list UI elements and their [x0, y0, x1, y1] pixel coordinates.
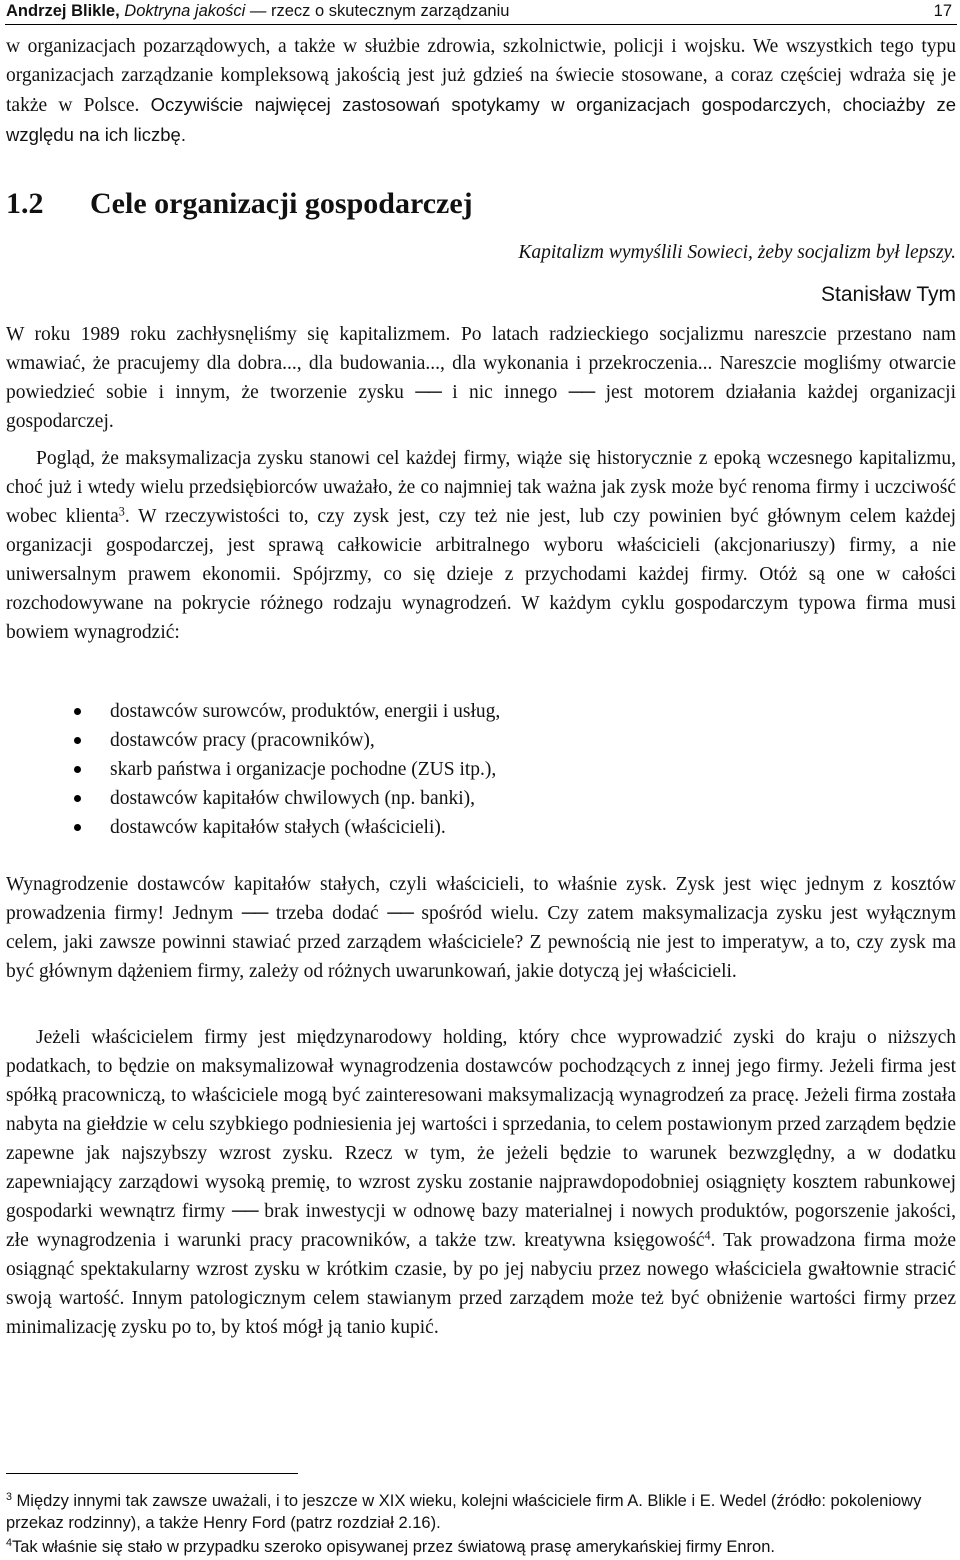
footnote-number: 3	[6, 1491, 12, 1504]
para-wynagr-text-1: Wynagrodzenie dostawców kapitałów stałych, czyli właścicieli, to właśnie zysk. Zysk jest więc jednym z kosztów prowadzenia firmy! Jednym	[6, 874, 956, 924]
paragraph-poglad	[6, 444, 956, 647]
running-head-subtitle: — rzecz o skutecznym zarządzaniu	[245, 2, 510, 20]
list-item	[74, 784, 954, 813]
section-number: 1.2	[6, 187, 44, 220]
bullet-icon	[74, 737, 81, 744]
bullet-icon	[74, 795, 81, 802]
intro-part-2: Oczywiście najwięcej zastosowań spotykamy w organizacjach gospodarczych, chociażby ze względu na ich liczbę.	[6, 94, 957, 145]
section-heading	[6, 184, 956, 224]
para-jezeli-text-1: Jeżeli właścicielem firmy jest międzynarodowy holding, który chce wyprowadzić zyski do kraju o niższych podatkach, to będzie on maksymalizował wynagrodzenia dostawców pochodzących z innej jego firmy. Jeżeli firma jest spółką pracowniczą, to właściciele mogą być zainteresowani maksymalizacją wynagrodzeń za pracę. Jeżeli firma została nabyta na giełdzie w celu szybkiego podniesienia jej wartości i sprzedania, to celem postawionym przed zarządem będzie zapewne jak najszybszy wzrost zysku. Rzecz w tym, że jeżeli będzie to warunek bezwzględny, a w dodatku zapewniający zarządowi wysoką premię, to wzrost zysku zostanie najprawdopodobniej osiągnięty kosztem rabunkowej gospodarki wewnątrz firmy	[6, 1027, 956, 1222]
para-1989-text-1: W roku 1989 roku zachłysnęliśmy się kapitalizmem. Po latach radzieckiego socjalizmu nareszcie przestano nam wmawiać, że pracujemy dla dobra..., dla budowania..., dla wykonania i przekroczenia... Nareszcie mogliśmy otwarcie powiedzieć sobie i innym, że tworzenie zysku	[6, 324, 956, 403]
para-1989-text-2: i nic innego	[452, 382, 558, 403]
list-item	[74, 726, 954, 755]
header-divider	[5, 24, 957, 25]
paragraph-1989	[6, 320, 956, 436]
paragraph-jezeli	[6, 1023, 956, 1342]
para-wynagr-text-2: trzeba dodać	[275, 903, 379, 924]
page-number: 17	[933, 2, 952, 20]
epigraph-quote: Kapitalizm wymyślili Sowieci, żeby socjalizm był lepszy.	[518, 242, 956, 263]
footnote-divider	[6, 1473, 298, 1474]
footnote-text: Tak właśnie się stało w przypadku szeroko opisywanej przez światową prasę amerykańskiej firmy Enron.	[11, 1538, 775, 1556]
bullet-icon	[74, 824, 81, 831]
footnote-number: 4	[6, 1537, 12, 1550]
list-item-text: skarb państwa i organizacje pochodne (ZUS itp.),	[110, 759, 497, 780]
em-dash: ──	[387, 903, 413, 924]
running-head-author: Andrzej Blikle,	[6, 2, 120, 20]
para-jezeli-text-2: brak inwestycji w odnowę bazy materialnej i nowych produktów, pogorszenie jakości, złe wynagrodzenia i warunki pracy pracowników, a także tzw. kreatywna księgowość	[6, 1201, 957, 1251]
em-dash: ──	[415, 382, 441, 403]
running-head	[6, 0, 956, 24]
para-jezeli-text-3: . Tak prowadzona firma może osiągnąć spektakularny wzrost zysku w krótkim czasie, by po jej nabyciu przez nowego właściciela gwałtownie stracić swoją wartość. Innym patologicznym celem stawianym przed zarządem może też być obniżenie wartości firmy przez minimalizację zysku po to, by ktoś mógł ją tanio kupić.	[6, 1230, 956, 1338]
footnote-3	[6, 1490, 956, 1534]
em-dash: ──	[241, 903, 268, 924]
bullet-icon	[74, 708, 81, 715]
footnote-4	[6, 1536, 956, 1558]
epigraph-author: Stanisław Tym	[821, 283, 956, 306]
para-wynagr-text-3: spośród wielu. Czy zatem maksymalizacja zysku jest wyłącznym celem, jaki zawsze powinni stawiać przed zarządem właściciele? Z pewnością nie jest to imperatyw, a to, czy zysk ma być głównym dążeniem firmy, zależy od różnych uwarunkowań, jakie dotyczą jej właścicieli.	[6, 903, 957, 982]
section-title: Cele organizacji gospodarczej	[90, 187, 473, 220]
list-item-text: dostawców kapitałów chwilowych (np. banki),	[110, 788, 475, 809]
paragraph-intro	[6, 32, 956, 150]
para-poglad-text-2: . W rzeczywistości to, czy zysk jest, czy też nie jest, lub czy powinien być głównym celem każdej organizacji gospodarczej, jest sprawą całkowicie arbitralnego wyboru właścicieli (akcjonariuszy) firmy, a nie uniwersalnym prawem ekonomii. Spójrzmy, co się dzieje z przychodami każdej firmy. Otóż są one w całości rozchodowywane na pokrycie różnego rodzaju wynagrodzeń. W każdym cyklu gospodarczym typowa firma musi bowiem wynagrodzić:	[6, 506, 956, 643]
list-item	[74, 755, 954, 784]
em-dash: ──	[568, 382, 595, 403]
list-item-text: dostawców pracy (pracowników),	[110, 730, 375, 751]
em-dash: ──	[231, 1201, 258, 1222]
paragraph-wynagrodzenie	[6, 870, 956, 986]
list-item-text: dostawców kapitałów stałych (właścicieli).	[110, 817, 446, 838]
list-item-text: dostawców surowców, produktów, energii i usług,	[110, 701, 501, 722]
bullet-icon	[74, 766, 81, 773]
running-head-book-title: Doktryna jakości	[124, 2, 246, 20]
bullet-list	[74, 697, 954, 842]
footnote-ref-4[interactable]: 4	[704, 1228, 711, 1243]
list-item	[74, 813, 954, 842]
para-poglad-text-1: Pogląd, że maksymalizacja zysku stanowi cel każdej firmy, wiąże się historycznie z epoką wczesnego kapitalizmu, choć już i wtedy wielu przedsiębiorców uważało, że co najmniej tak ważna jak zysk może być renoma firmy i uczciwość wobec klienta	[6, 448, 956, 527]
list-item	[74, 697, 954, 726]
intro-part-1: w organizacjach pozarządowych, a także w służbie zdrowia, szkolnictwie, policji i wojsku. We wszystkich tego typu organizacjach zarządzanie kompleksową jakością jest już gdzieś na świecie stosowane, a coraz częściej wdraża się je także w Polsce.	[6, 36, 956, 116]
footnote-text: Między innymi tak zawsze uważali, i to jeszcze w XIX wieku, kolejni właściciele firm A. Blikle i E. Wedel (źródło: pokoleniowy przekaz rodzinny), a także Henry Ford (patrz rozdział 2.16).	[6, 1492, 922, 1532]
para-1989-text-3: jest motorem działania każdej organizacji gospodarczej.	[6, 382, 957, 432]
footnote-ref-3[interactable]: 3	[118, 504, 125, 519]
